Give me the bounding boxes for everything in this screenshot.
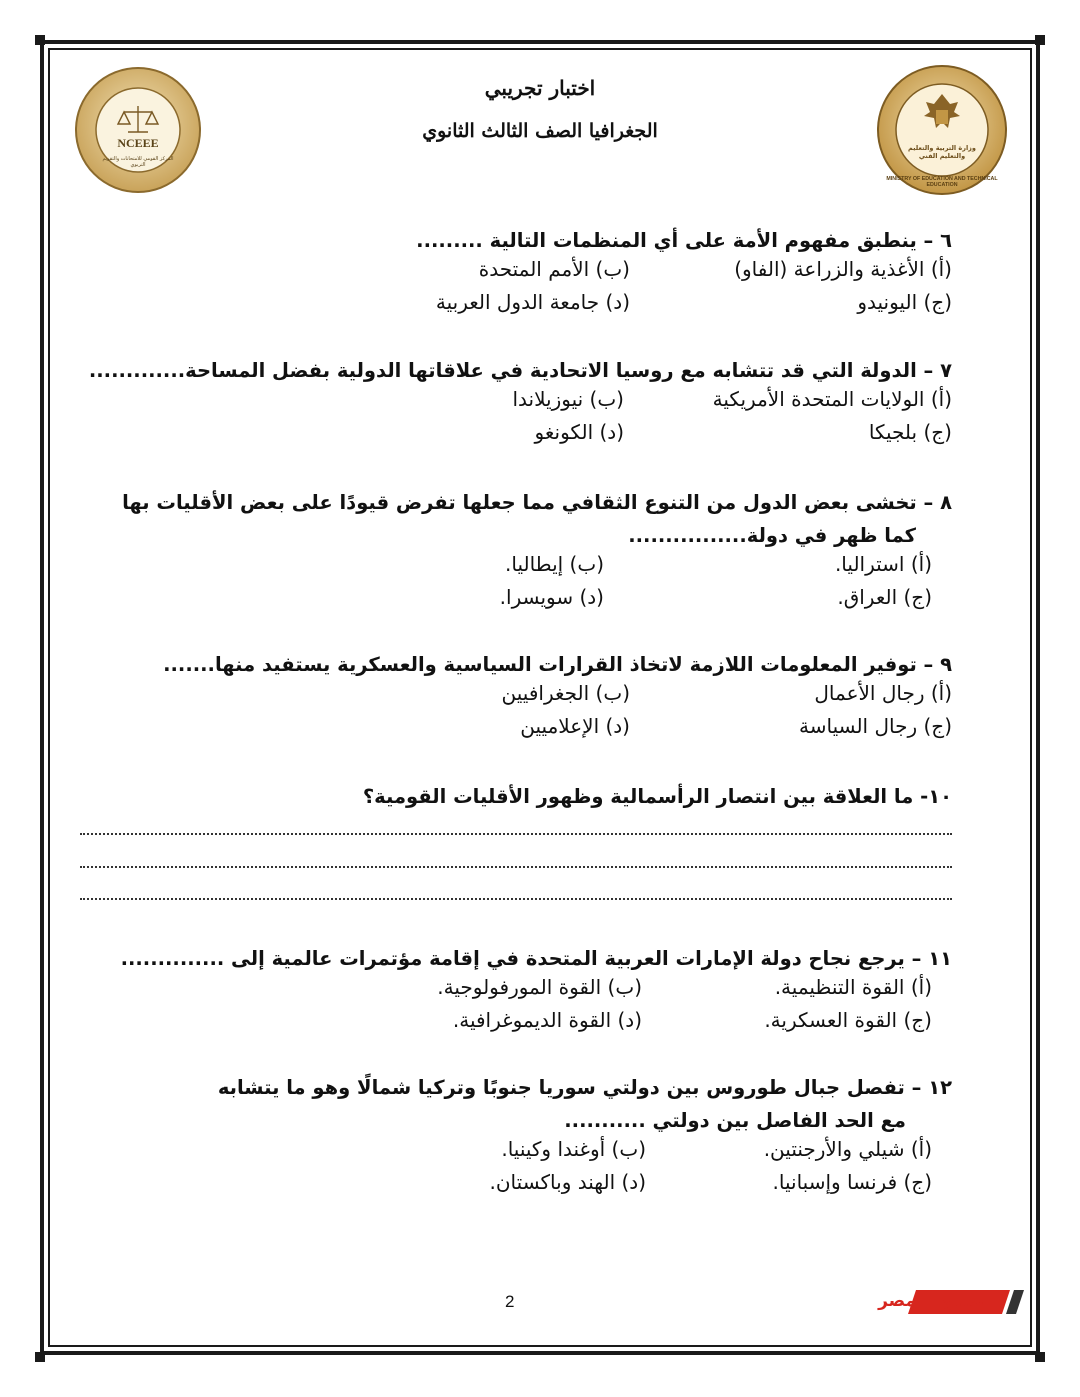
options-row: [130, 290, 952, 323]
option-b: (ب) الجغرافيين: [501, 681, 630, 705]
question-10: [130, 780, 952, 813]
option-b: (ب) الأمم المتحدة: [478, 257, 630, 281]
options-row: [130, 420, 952, 453]
options-row: [130, 387, 952, 420]
page-number: 2: [505, 1292, 515, 1311]
nceee-logo: [74, 66, 202, 194]
option-b: (ب) نيوزيلاندا: [512, 387, 624, 411]
option-a: (أ) الأغذية والزراعة (الفاو): [734, 257, 952, 281]
options-row: [130, 1170, 952, 1203]
watermark-logo: [856, 1287, 1028, 1317]
option-a: (أ) شيلي والأرجنتين.: [763, 1137, 932, 1161]
ministry-logo: [876, 64, 1008, 196]
option-a: (أ) استراليا.: [834, 552, 932, 576]
option-d: (د) الهند وباكستان.: [489, 1170, 646, 1194]
option-b: (ب) إيطاليا.: [505, 552, 604, 576]
option-b: (ب) أوغندا وكينيا.: [501, 1137, 646, 1161]
question-stem: ٦ – ينطبق مفهوم الأمة على أي المنظمات التالية .........: [416, 229, 952, 252]
border-corner: [1035, 1352, 1045, 1362]
option-c: (ج) القوة العسكرية.: [764, 1008, 932, 1032]
options-row: [130, 975, 952, 1008]
options-row: [130, 552, 952, 585]
question-8: [122, 486, 952, 618]
option-b: (ب) القوة المورفولوجية.: [437, 975, 642, 999]
option-c: (ج) اليونيدو: [857, 290, 952, 314]
options-row: [130, 257, 952, 290]
ministry-center-text: وزارة التربية والتعليم والتعليم الفني: [908, 144, 976, 160]
question-stem: ٨ – تخشى بعض الدول من التنوع الثقافي مما جعلها تفرض قيودًا على بعض الأقليات بها: [122, 491, 952, 514]
answer-line: [80, 898, 952, 900]
options-row: [130, 681, 952, 714]
question-stem: ١١ – يرجع نجاح دولة الإمارات العربية المتحدة في إقامة مؤتمرات عالمية إلى ..............: [120, 947, 952, 970]
option-d: (د) جامعة الدول العربية: [435, 290, 630, 314]
option-d: (د) سويسرا.: [499, 585, 604, 609]
option-c: (ج) رجال السياسة: [799, 714, 952, 738]
options-row: [130, 714, 952, 747]
option-c: (ج) بلجيكا: [868, 420, 952, 444]
question-7: [88, 354, 952, 453]
border-corner: [1035, 35, 1045, 45]
question-stem: ١٢ – تفصل جبال طوروس بين دولتي سوريا جنوبًا وتركيا شمالًا وهو ما يتشابه: [217, 1076, 952, 1099]
answer-line: [80, 866, 952, 868]
option-a: (أ) الولايات المتحدة الأمريكية: [712, 387, 952, 411]
question-stem-continued: كما ظهر في دولة................: [628, 524, 916, 547]
option-d: (د) الإعلاميين: [520, 714, 630, 738]
options-row: [130, 585, 952, 618]
answer-line: [80, 833, 952, 835]
options-row: [130, 1008, 952, 1041]
option-a: (أ) القوة التنظيمية.: [774, 975, 932, 999]
border-corner: [35, 35, 45, 45]
border-corner: [35, 1352, 45, 1362]
options-row: [130, 1137, 952, 1170]
nceee-abbr: NCEEE: [117, 136, 159, 150]
question-9: [130, 648, 952, 747]
question-stem: ١٠- ما العلاقة بين انتصار الرأسمالية وظهور الأقليات القومية؟: [362, 785, 952, 808]
option-a: (أ) رجال الأعمال: [814, 681, 952, 705]
exam-title: اختبار تجريبي: [484, 76, 596, 100]
option-d: (د) القوة الديموغرافية.: [452, 1008, 642, 1032]
question-11: [120, 942, 952, 1041]
question-stem: ٧ – الدولة التي قد تتشابه مع روسيا الاتحادية في علاقاتها الدولية بفضل المساحة.............: [88, 359, 952, 382]
question-6: [130, 224, 952, 323]
option-d: (د) الكونغو: [534, 420, 624, 444]
option-c: (ج) فرنسا وإسبانيا.: [772, 1170, 932, 1194]
question-stem-continued: مع الحد الفاصل بين دولتي ...........: [564, 1109, 906, 1132]
exam-subtitle: الجغرافيا الصف الثالث الثانوي: [422, 120, 658, 142]
ministry-ring-text: MINISTRY OF EDUCATION AND TECHNICAL EDUCATION: [886, 176, 998, 188]
nceee-ring-text: المركز القومي للامتحانات والتقويم التربوي: [102, 156, 174, 168]
question-stem: ٩ – توفير المعلومات اللازمة لاتخاذ القرارات السياسية والعسكرية يستفيد منها.......: [163, 653, 952, 676]
question-12: [130, 1071, 952, 1203]
watermark-text: صباح مصر: [878, 1291, 984, 1311]
option-c: (ج) العراق.: [837, 585, 932, 609]
